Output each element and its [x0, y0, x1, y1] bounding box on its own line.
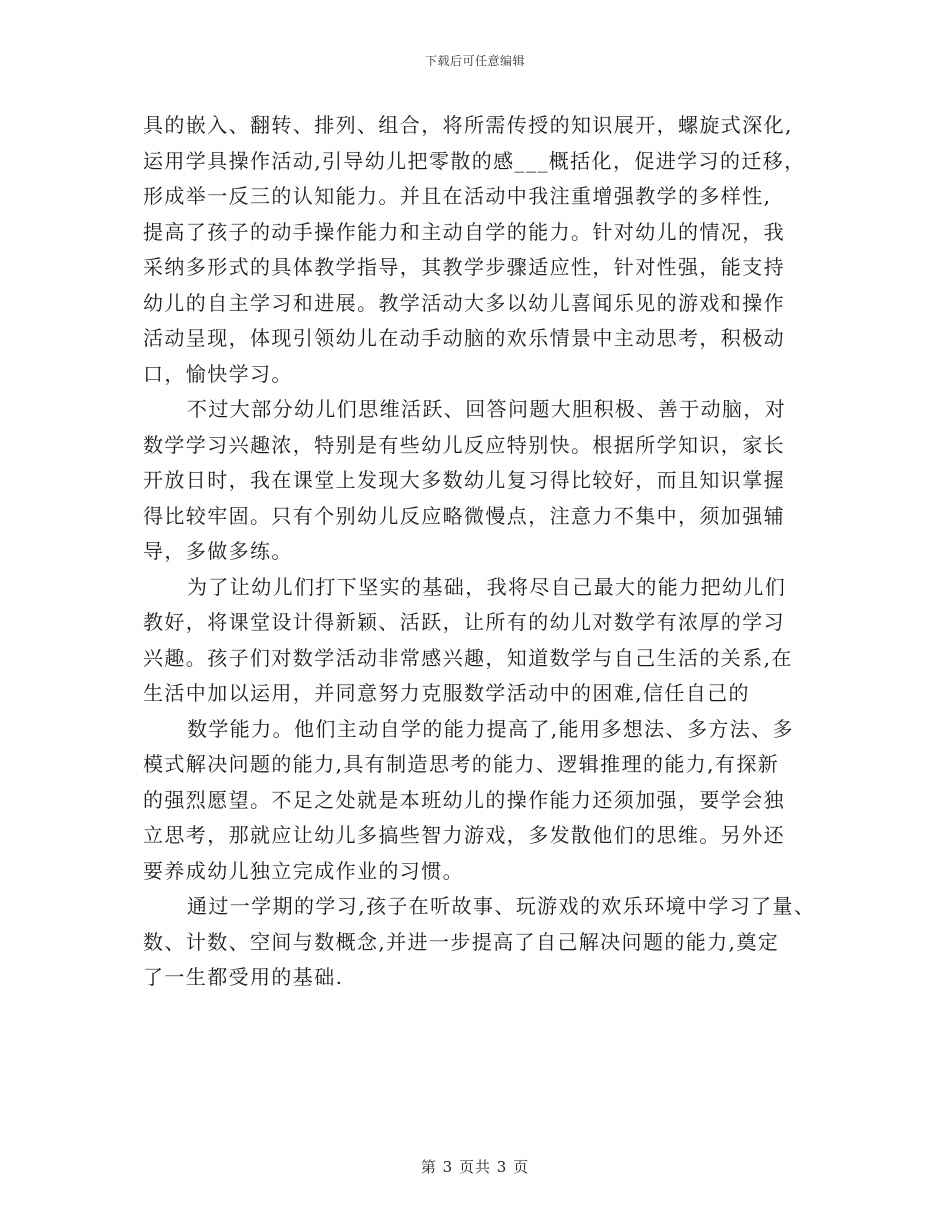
text-line: 口，愉快学习。 — [143, 361, 293, 386]
page-header: 下载后可任意编辑 — [424, 54, 525, 68]
text-line: 运用学具操作活动,引导幼儿把零散的感___概括化，促进学习的迁移， — [143, 148, 806, 173]
page-footer: 第 3 页共 3 页 — [420, 1158, 530, 1176]
text-line: 提高了孩子的动手操作能力和主动自学的能力。针对幼儿的情况，我 — [143, 219, 785, 244]
text-line: 不过大部分幼儿们思维活跃、回答问题大胆积极、善于动脑，对 — [187, 397, 787, 421]
text-line: 采纳多形式的具体教学指导，其教学步骤适应性，针对性强，能支持 — [143, 255, 785, 279]
text-line: 幼儿的自主学习和进展。教学活动大多以幼儿喜闻乐见的游戏和操作 — [143, 290, 785, 315]
text-line: 了一生都受用的基础. — [143, 965, 344, 989]
text-line: 生活中加以运用，并同意努力克服数学活动中的困难,信任自己的 — [143, 681, 750, 705]
text-line: 具的嵌入、翻转、排列、组合，将所需传授的知识展开，螺旋式深化, — [143, 113, 793, 137]
text-line: 导，多做多练。 — [143, 539, 293, 563]
text-line: 通过一学期的学习,孩子在听故事、玩游戏的欢乐环境中学习了量、 — [187, 894, 816, 918]
text-line: 活动呈现，体现引领幼儿在动手动脑的欢乐情景中主动思考，积极动 — [143, 326, 785, 350]
text-line: 模式解决问题的能力,具有制造思考的能力、逻辑推理的能力,有探新 — [143, 752, 780, 776]
text-line: 开放日时，我在课堂上发现大多数幼儿复习得比较好，而且知识掌握 — [143, 468, 785, 492]
paragraph — [143, 712, 823, 890]
text-line: 形成举一反三的认知能力。并且在活动中我注重增强教学的多样性, — [143, 184, 772, 208]
paragraph — [143, 889, 823, 996]
paragraph — [143, 570, 823, 712]
text-line: 得比较牢固。只有个别幼儿反应略微慢点，注意力不集中，须加强辅 — [143, 503, 785, 528]
text-line: 教好，将课堂设计得新颖、活跃，让所有的幼儿对数学有浓厚的学习 — [143, 610, 785, 634]
text-line: 数、计数、空间与数概念,并进一步提高了自己解决问题的能力,奠定 — [143, 929, 780, 954]
text-line: 为了让幼儿们打下坚实的基础，我将尽自己最大的能力把幼儿们 — [187, 574, 787, 599]
text-line: 兴趣。孩子们对数学活动非常感兴趣，知道数学与自己生活的关系,在 — [143, 645, 793, 670]
paragraph — [143, 392, 823, 570]
document-body — [143, 108, 823, 996]
text-line: 的强烈愿望。不足之处就是本班幼儿的操作能力还须加强，要学会独 — [143, 787, 785, 812]
text-line: 立思考，那就应让幼儿多搞些智力游戏，多发散他们的思维。另外还 — [143, 823, 785, 847]
text-line: 要养成幼儿独立完成作业的习惯。 — [143, 858, 464, 883]
text-line: 数学能力。他们主动自学的能力提高了,能用多想法、多方法、多 — [187, 716, 794, 741]
paragraph — [143, 108, 823, 392]
text-line: 数学学习兴趣浓，特别是有些幼儿反应特别快。根据所学知识，家长 — [143, 432, 785, 457]
